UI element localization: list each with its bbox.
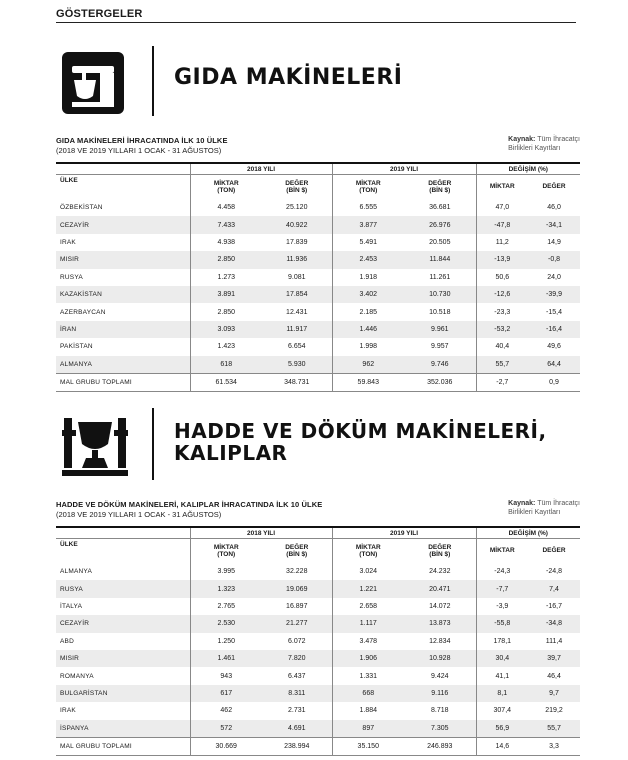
country-cell: AZERBAYCAN (60, 308, 106, 316)
change-value-header: DEĞER (542, 547, 566, 555)
source-label: Kaynak: (508, 500, 536, 507)
change-value-cell: 46,4 (547, 672, 561, 680)
country-cell: ABD (60, 637, 74, 645)
country-cell: MAL GRUBU TOPLAMI (56, 737, 190, 755)
section-title (174, 420, 547, 465)
country-cell: MISIR (56, 650, 190, 667)
quantity-2019-cell: 59.843 (332, 373, 404, 391)
value-2019-cell: 26.976 (404, 216, 476, 233)
country-cell: ROMANYA (60, 672, 94, 680)
change-value-cell: 24,0 (547, 273, 561, 281)
quantity-2018-cell: 30.669 (190, 737, 262, 755)
table-row (56, 598, 580, 615)
quantity-2018-cell: 2.850 (190, 303, 262, 320)
source-text-2: Birlikleri Kayıtları (508, 508, 561, 516)
table-row (56, 702, 580, 719)
casting-ladle-icon (62, 412, 128, 478)
value-2019-cell: 10.730 (404, 286, 476, 303)
change-header: DEĞİŞİM (%) (476, 163, 580, 175)
value-header: DEĞER (BİN $) (428, 543, 452, 558)
quantity-2019-cell: 1.446 (332, 321, 404, 338)
change-value-cell: -34,1 (528, 216, 580, 233)
table-row (56, 216, 580, 233)
quantity-2019-cell: 668 (332, 685, 404, 702)
food-mixer-icon (62, 52, 124, 114)
change-value-cell: 64,4 (528, 356, 580, 374)
country-header: ÜLKE (60, 177, 78, 184)
table-row (56, 234, 580, 251)
change-quantity-cell: 307,4 (476, 702, 528, 719)
table-row (56, 321, 580, 338)
value-header: DEĞER (BİN $) (428, 179, 452, 194)
change-quantity-cell: -12,6 (476, 286, 528, 303)
value-2018-cell: 6.437 (287, 672, 306, 680)
value-2019-cell: 20.505 (429, 238, 451, 246)
change-quantity-cell: 55,7 (476, 356, 528, 374)
table-row (56, 650, 580, 667)
change-value-cell: -16,7 (546, 602, 563, 610)
change-value-cell: -16,4 (528, 321, 580, 338)
total-row (56, 737, 580, 755)
quantity-2019-cell: 1.918 (332, 269, 404, 286)
change-value-cell: -15,4 (546, 308, 563, 316)
change-value-cell: 9,7 (528, 685, 580, 702)
total-row (56, 373, 580, 391)
value-2019-cell: 246.893 (404, 737, 476, 755)
quantity-2019-cell: 1.998 (332, 338, 404, 355)
value-2019-cell: 10.928 (404, 650, 476, 667)
country-cell: BULGARİSTAN (56, 685, 190, 702)
country-cell: IRAK (60, 238, 76, 246)
section-header-casting (56, 402, 576, 484)
value-2019-cell: 9.957 (431, 343, 449, 351)
table-row (56, 251, 580, 268)
quantity-2019-cell: 6.555 (332, 199, 404, 216)
quantity-2019-cell: 1.906 (332, 650, 404, 667)
change-quantity-cell: -47,8 (476, 216, 528, 233)
quantity-2018-cell: 1.423 (190, 338, 262, 355)
change-quantity-cell: 14,6 (476, 737, 528, 755)
value-2018-cell: 12.431 (286, 308, 308, 316)
quantity-2019-cell: 3.478 (332, 633, 404, 650)
country-cell: PAKİSTAN (60, 343, 93, 351)
country-header: ÜLKE (60, 541, 78, 548)
value-2018-cell: 21.277 (262, 615, 332, 632)
value-2018-cell: 25.120 (286, 204, 308, 212)
change-value-cell: 55,7 (528, 720, 580, 738)
quantity-2018-cell: 3.995 (190, 563, 262, 580)
value-2018-cell: 6.072 (287, 637, 306, 645)
value-2019-cell: 10.518 (429, 308, 451, 316)
change-quantity-header: MİKTAR (476, 175, 528, 200)
country-cell: ÖZBEKİSTAN (60, 204, 103, 212)
quantity-2018-cell: 572 (190, 720, 262, 738)
country-cell: IRAK (60, 707, 76, 715)
value-2019-cell: 9.746 (404, 356, 476, 374)
change-value-cell: 0,9 (528, 373, 580, 391)
quantity-2018-cell: 943 (190, 667, 262, 684)
value-2018-cell: 11.936 (262, 251, 332, 268)
table-row (56, 338, 580, 355)
quantity-2018-cell: 61.534 (190, 373, 262, 391)
year-2018-header: 2018 YILI (190, 527, 332, 539)
quantity-header: MİKTAR (TON) (332, 539, 404, 564)
table-subtitle: (2018 VE 2019 YILLARI 1 OCAK - 31 AĞUSTOS) (56, 146, 222, 155)
quantity-2019-cell: 1.331 (332, 667, 404, 684)
table-title: GIDA MAKİNELERİ İHRACATINDA İLK 10 ÜLKE (56, 136, 228, 145)
value-2019-cell: 8.718 (431, 707, 449, 715)
country-cell: MAL GRUBU TOPLAMI (56, 373, 190, 391)
source-text-2: Birlikleri Kayıtları (508, 144, 561, 152)
change-quantity-cell: -2,7 (476, 373, 528, 391)
country-cell: RUSYA (60, 273, 83, 281)
country-cell: İSPANYA (56, 720, 190, 738)
value-2019-cell: 9.961 (404, 321, 476, 338)
change-value-cell: -39,9 (528, 286, 580, 303)
change-quantity-cell: 41,1 (476, 667, 528, 684)
source-note (508, 500, 580, 518)
quantity-header: MİKTAR (TON) (332, 175, 404, 200)
value-2018-cell: 8.311 (262, 685, 332, 702)
quantity-2019-cell: 962 (332, 356, 404, 374)
value-2018-cell: 238.994 (262, 737, 332, 755)
change-value-cell: -24,8 (546, 568, 563, 576)
country-cell: İTALYA (60, 602, 83, 610)
change-quantity-header: MİKTAR (476, 539, 528, 564)
year-2018-header: 2018 YILI (190, 163, 332, 175)
change-value-cell: 111,4 (545, 637, 563, 645)
section-title-line: GIDA MAKİNELERİ (174, 65, 403, 90)
table-row (56, 685, 580, 702)
country-cell: CEZAYİR (56, 216, 190, 233)
value-2018-cell: 348.731 (262, 373, 332, 391)
exports-table-casting (56, 526, 580, 756)
value-2018-cell: 11.917 (262, 321, 332, 338)
quantity-2019-cell: 3.402 (332, 286, 404, 303)
quantity-2018-cell: 618 (190, 356, 262, 374)
quantity-2018-cell: 1.250 (190, 633, 262, 650)
change-value-cell: -34,8 (528, 615, 580, 632)
change-value-cell: 7,4 (528, 580, 580, 597)
value-2018-cell: 4.691 (262, 720, 332, 738)
source-label: Kaynak: (508, 136, 536, 143)
change-value-header: DEĞER (542, 183, 566, 191)
value-2019-cell: 9.424 (431, 672, 449, 680)
table-title: HADDE VE DÖKÜM MAKİNELERİ, KALIPLAR İHRACATINDA İLK 10 ÜLKE (56, 500, 323, 509)
table-row (56, 199, 580, 216)
quantity-2018-cell: 4.938 (190, 234, 262, 251)
value-2018-cell: 19.069 (262, 580, 332, 597)
value-2019-cell: 13.873 (404, 615, 476, 632)
change-value-cell: 39,7 (528, 650, 580, 667)
value-2018-cell: 5.930 (262, 356, 332, 374)
change-quantity-cell: -53,2 (476, 321, 528, 338)
quantity-2019-cell: 3.877 (332, 216, 404, 233)
change-quantity-cell: 178,1 (476, 633, 528, 650)
table-row (56, 667, 580, 684)
change-value-cell: -0,8 (528, 251, 580, 268)
exports-table-food (56, 162, 580, 392)
quantity-2019-cell: 1.117 (332, 615, 404, 632)
change-quantity-cell: 8,1 (476, 685, 528, 702)
table-row (56, 563, 580, 580)
value-header: DEĞER (BİN $) (285, 543, 309, 558)
value-2019-cell: 20.471 (404, 580, 476, 597)
change-quantity-cell: -13,9 (476, 251, 528, 268)
change-value-cell: 14,9 (547, 238, 561, 246)
quantity-2019-cell: 1.884 (332, 702, 404, 719)
table-row (56, 633, 580, 650)
country-cell: MISIR (56, 251, 190, 268)
country-cell: ALMANYA (56, 356, 190, 374)
quantity-2019-cell: 1.221 (332, 580, 404, 597)
change-header: DEĞİŞİM (%) (476, 527, 580, 539)
value-2019-cell: 12.834 (429, 637, 451, 645)
value-2019-cell: 7.305 (404, 720, 476, 738)
section-title (174, 66, 402, 91)
country-cell: RUSYA (56, 580, 190, 597)
year-2019-header: 2019 YILI (332, 527, 476, 539)
quantity-header: MİKTAR (TON) (190, 175, 262, 200)
value-2019-cell: 24.232 (429, 568, 451, 576)
value-2019-cell: 9.116 (404, 685, 476, 702)
quantity-2019-cell: 2.453 (332, 251, 404, 268)
country-cell: İRAN (56, 321, 190, 338)
country-cell: CEZAYİR (56, 615, 190, 632)
change-quantity-cell: 30,4 (476, 650, 528, 667)
quantity-2019-cell: 5.491 (332, 234, 404, 251)
change-quantity-cell: 11,2 (476, 234, 528, 251)
change-quantity-cell: -7,7 (476, 580, 528, 597)
table-row (56, 615, 580, 632)
value-2018-cell: 40.922 (262, 216, 332, 233)
country-cell: ALMANYA (60, 568, 92, 576)
top-divider (56, 22, 576, 23)
quantity-2018-cell: 2.530 (190, 615, 262, 632)
header-divider (152, 408, 154, 480)
quantity-2018-cell: 7.433 (190, 216, 262, 233)
country-cell: KAZAKİSTAN (56, 286, 190, 303)
value-2018-cell: 6.654 (287, 343, 306, 351)
section-header-food (56, 40, 576, 120)
table-row (56, 286, 580, 303)
change-value-cell: 219,2 (545, 707, 563, 715)
value-2018-cell: 16.897 (286, 602, 308, 610)
table-row (56, 356, 580, 374)
change-quantity-cell: -3,9 (476, 598, 528, 615)
change-value-cell: 3,3 (528, 737, 580, 755)
section-label: GÖSTERGELER (56, 8, 143, 20)
table-header-food (56, 136, 580, 155)
change-value-cell: 49,6 (547, 343, 561, 351)
header-divider (152, 46, 154, 116)
change-quantity-cell: -55,8 (476, 615, 528, 632)
quantity-2019-cell: 2.185 (332, 303, 404, 320)
change-quantity-cell: 47,0 (476, 199, 528, 216)
table-subtitle: (2018 VE 2019 YILLARI 1 OCAK - 31 AĞUSTOS) (56, 510, 222, 519)
quantity-2018-cell: 3.891 (190, 286, 262, 303)
table-row (56, 303, 580, 320)
change-quantity-cell: -23,3 (476, 303, 528, 320)
quantity-2018-cell: 3.093 (190, 321, 262, 338)
quantity-2018-cell: 2.765 (190, 598, 262, 615)
value-2018-cell: 17.839 (286, 238, 308, 246)
quantity-2019-cell: 897 (332, 720, 404, 738)
value-2018-cell: 2.731 (287, 707, 306, 715)
value-2018-cell: 9.081 (287, 273, 306, 281)
change-quantity-cell: 50,6 (476, 269, 528, 286)
quantity-2018-cell: 1.323 (190, 580, 262, 597)
value-2018-cell: 7.820 (262, 650, 332, 667)
value-2018-cell: 17.854 (262, 286, 332, 303)
value-header: DEĞER (BİN $) (285, 179, 309, 194)
value-2019-cell: 11.261 (429, 273, 451, 281)
value-2019-cell: 14.072 (429, 602, 451, 610)
section-title-line: KALIPLAR (174, 441, 288, 466)
section-title-line: HADDE VE DÖKÜM MAKİNELERİ, (174, 419, 547, 443)
value-2019-cell: 11.844 (404, 251, 476, 268)
source-text: Tüm İhracatçı (537, 500, 580, 507)
value-2018-cell: 32.228 (286, 568, 308, 576)
table-row (56, 269, 580, 286)
table-row (56, 580, 580, 597)
quantity-2019-cell: 3.024 (332, 563, 404, 580)
table-row (56, 720, 580, 738)
quantity-2018-cell: 2.850 (190, 251, 262, 268)
year-2019-header: 2019 YILI (332, 163, 476, 175)
value-2019-cell: 352.036 (404, 373, 476, 391)
quantity-2018-cell: 1.461 (190, 650, 262, 667)
quantity-header: MİKTAR (TON) (190, 539, 262, 564)
quantity-2018-cell: 617 (190, 685, 262, 702)
change-value-cell: 46,0 (547, 204, 561, 212)
quantity-2018-cell: 1.273 (190, 269, 262, 286)
change-quantity-cell: 40,4 (476, 338, 528, 355)
source-text: Tüm İhracatçı (537, 136, 580, 143)
quantity-2018-cell: 4.458 (190, 199, 262, 216)
quantity-2019-cell: 35.150 (332, 737, 404, 755)
value-2019-cell: 36.681 (429, 204, 451, 212)
table-header-casting (56, 500, 580, 519)
source-note (508, 136, 580, 154)
quantity-2018-cell: 462 (190, 702, 262, 719)
change-quantity-cell: 56,9 (476, 720, 528, 738)
change-quantity-cell: -24,3 (476, 563, 528, 580)
quantity-2019-cell: 2.658 (332, 598, 404, 615)
